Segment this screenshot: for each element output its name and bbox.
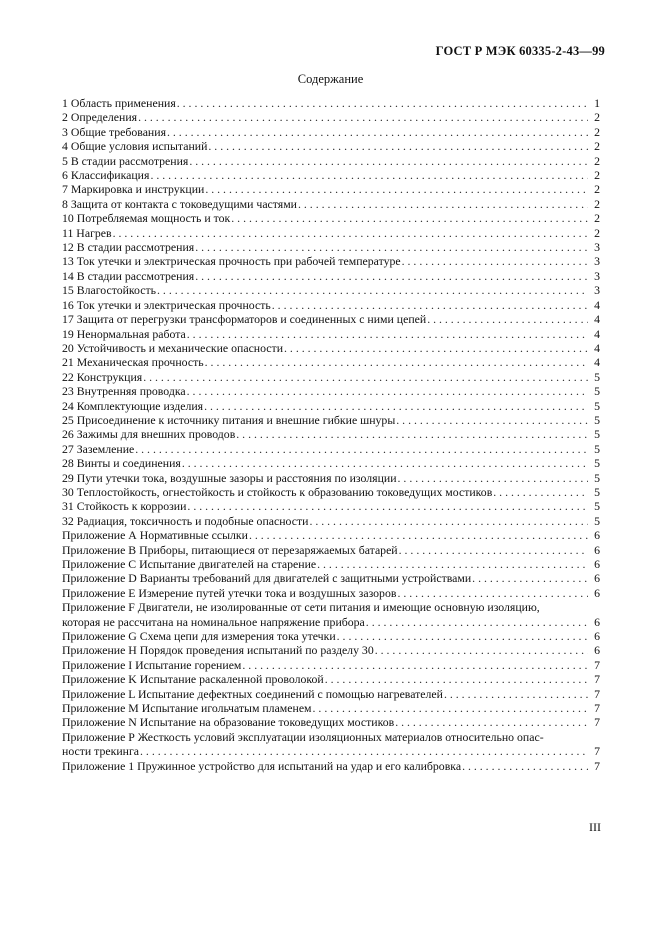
dot-leader: [395, 715, 588, 729]
toc-entry: [62, 269, 600, 283]
dot-leader: [138, 110, 588, 124]
dot-leader: [399, 543, 588, 557]
toc-entry-label: 32 Радиация, токсичность и подобные опасности: [62, 513, 309, 528]
toc-entry: [62, 658, 600, 672]
dot-leader: [249, 528, 588, 542]
toc-entry-page: 2: [594, 110, 600, 125]
toc-entry-page: 7: [594, 715, 600, 730]
dot-leader: [427, 312, 588, 326]
dot-leader: [444, 687, 588, 701]
document-header: ГОСТ Р МЭК 60335-2-43—99: [435, 44, 605, 58]
toc-entry-page: 5: [594, 412, 600, 427]
toc-entry-page: 2: [594, 153, 600, 168]
dot-leader: [113, 226, 588, 240]
toc-entry-page: 5: [594, 456, 600, 471]
toc-entry-label: Приложение K Испытание раскаленной проволокой: [62, 672, 324, 687]
toc-entry: [62, 672, 600, 686]
toc-entry-page: 7: [594, 657, 600, 672]
toc-entry-page: 2: [594, 225, 600, 240]
toc-entry-label-continued: которая не рассчитана на номинальное напряжение прибора: [62, 614, 365, 629]
dot-leader: [398, 471, 588, 485]
toc-entry: [62, 96, 600, 110]
toc-entry-page: 1: [594, 96, 600, 110]
toc-entry-page: 6: [594, 629, 600, 644]
toc-entry-page: 5: [594, 470, 600, 485]
toc-entry-page: 6: [594, 542, 600, 557]
dot-leader: [298, 197, 588, 211]
dot-leader: [205, 355, 588, 369]
dot-leader: [313, 701, 588, 715]
toc-entry: [62, 514, 600, 528]
dot-leader: [167, 125, 588, 139]
toc-entry-page: 3: [594, 254, 600, 269]
toc-entry-label: 21 Механическая прочность: [62, 355, 204, 370]
toc-entry-page: 3: [594, 268, 600, 283]
toc-entry-label: Приложение I Испытание горением: [62, 657, 242, 672]
toc-entry-label: 27 Заземление: [62, 441, 135, 456]
toc-entry: [62, 327, 600, 341]
toc-entry-label: 11 Нагрев: [62, 225, 112, 240]
dot-leader: [150, 168, 588, 182]
toc-entry: [62, 586, 600, 600]
toc-entry-label: 17 Защита от перегрузки трансформаторов и соединенных с ними цепей: [62, 312, 427, 327]
dot-leader: [472, 571, 588, 585]
toc-entry: [62, 240, 600, 254]
page-number: III: [589, 820, 601, 834]
toc-entry-label: Приложение N Испытание на образование токоведущих мостиков: [62, 715, 395, 730]
toc-entry-label: Приложение А Нормативные ссылки: [62, 528, 248, 543]
toc-entry-label: Приложение G Схема цепи для измерения тока утечки: [62, 629, 336, 644]
dot-leader: [242, 658, 588, 672]
toc-entry-label: Приложение Р Жесткость условий эксплуатации изоляционных материалов относительно опас-: [62, 729, 544, 744]
toc-entry-label: 3 Общие требования: [62, 124, 166, 139]
dot-leader: [309, 514, 588, 528]
toc-entry-page: 5: [594, 384, 600, 399]
toc-entry-label: 1 Область применения: [62, 96, 176, 110]
toc-entry-page: 5: [594, 484, 600, 499]
table-of-contents: [62, 96, 600, 773]
toc-entry-page: 4: [594, 355, 600, 370]
toc-entry-page: 6: [594, 528, 600, 543]
toc-entry: [62, 254, 600, 268]
dot-leader: [325, 672, 588, 686]
toc-entry-page: 2: [594, 196, 600, 211]
dot-leader: [231, 211, 588, 225]
toc-entry: [62, 485, 600, 499]
dot-leader: [182, 456, 588, 470]
toc-entry-label: 7 Маркировка и инструкции: [62, 182, 205, 197]
toc-entry: [62, 427, 600, 441]
toc-entry-page: 4: [594, 312, 600, 327]
toc-entry-page: 2: [594, 124, 600, 139]
dot-leader: [195, 269, 588, 283]
dot-leader: [187, 499, 588, 513]
toc-entry: [62, 384, 600, 398]
toc-entry-label: Приложение L Испытание дефектных соединений с помощью нагревателей: [62, 686, 443, 701]
toc-entry: [62, 125, 600, 139]
toc-entry-label: 6 Классификация: [62, 168, 150, 183]
toc-entry-page: 3: [594, 240, 600, 255]
dot-leader: [205, 182, 588, 196]
toc-entry: [62, 413, 600, 427]
dot-leader: [402, 254, 588, 268]
dot-leader: [366, 615, 588, 629]
toc-entry: [62, 499, 600, 513]
toc-entry-page: 4: [594, 297, 600, 312]
toc-entry-page: 5: [594, 513, 600, 528]
toc-entry-label: 28 Винты и соединения: [62, 456, 181, 471]
page-title: Содержание: [297, 72, 364, 86]
toc-entry-label: 10 Потребляемая мощность и ток: [62, 211, 231, 226]
toc-entry: [62, 298, 600, 312]
toc-entry-label: Приложение D Варианты требований для двигателей с защитными устройствами: [62, 571, 472, 586]
toc-entry-label: Приложение В Приборы, питающиеся от перезаряжаемых батарей: [62, 542, 398, 557]
toc-entry: [62, 715, 600, 729]
toc-entry-label: Приложение С Испытание двигателей на старение: [62, 557, 317, 571]
toc-entry-label: 15 Влагостойкость: [62, 283, 157, 298]
toc-entry: [62, 571, 600, 585]
toc-entry: [62, 168, 600, 182]
toc-entry-label: 4 Общие условия испытаний: [62, 139, 208, 154]
toc-entry-page: 5: [594, 427, 600, 442]
dot-leader: [284, 341, 588, 355]
dot-leader: [177, 96, 588, 110]
toc-entry-label: 13 Ток утечки и электрическая прочность при рабочей температуре: [62, 254, 401, 269]
dot-leader: [143, 370, 588, 384]
toc-entry: [62, 355, 600, 369]
toc-entry-label: 26 Зажимы для внешних проводов: [62, 427, 236, 442]
toc-entry: [62, 182, 600, 196]
toc-entry: [62, 197, 600, 211]
toc-entry: [62, 283, 600, 297]
toc-entry-label: 25 Присоединение к источнику питания и внешние гибкие шнуры: [62, 412, 396, 427]
toc-entry-page: 7: [594, 672, 600, 687]
toc-entry-page: 6: [594, 585, 600, 600]
toc-entry-page: 2: [594, 168, 600, 183]
toc-entry: [62, 528, 600, 542]
toc-entry: [62, 370, 600, 384]
dot-leader: [187, 384, 588, 398]
toc-entry: [62, 211, 600, 225]
dot-leader: [236, 427, 588, 441]
toc-entry-page: 5: [594, 369, 600, 384]
toc-entry: [62, 442, 600, 456]
dot-leader: [317, 557, 588, 571]
toc-entry: [62, 557, 600, 571]
toc-entry-label: 19 Ненормальная работа: [62, 326, 186, 341]
toc-entry-label: Приложение F Двигатели, не изолированные от сети питания и имеющие основную изоляцию,: [62, 600, 540, 615]
toc-entry: [62, 399, 600, 413]
toc-entry: [62, 154, 600, 168]
toc-entry-page: 6: [594, 571, 600, 586]
toc-entry-label: Приложение 1 Пружинное устройство для испытаний на удар и его калибровка: [62, 758, 462, 773]
toc-entry: [62, 226, 600, 240]
dot-leader: [397, 586, 588, 600]
toc-entry-label: 8 Защита от контакта с токоведущими частями: [62, 196, 297, 211]
dot-leader: [375, 643, 588, 657]
toc-entry-label: 23 Внутренняя проводка: [62, 384, 186, 399]
toc-entry: [62, 629, 600, 643]
toc-entry-label: 16 Ток утечки и электрическая прочность: [62, 297, 271, 312]
toc-entry-label: 14 В стадии рассмотрения: [62, 268, 195, 283]
toc-entry-page: 4: [594, 326, 600, 341]
toc-entry-page: 7: [594, 758, 600, 773]
dot-leader: [462, 759, 588, 773]
toc-entry-page: 4: [594, 340, 600, 355]
dot-leader: [204, 399, 588, 413]
toc-entry-page: 5: [594, 499, 600, 514]
toc-entry: [62, 543, 600, 557]
toc-entry-page: 2: [594, 182, 600, 197]
dot-leader: [157, 283, 588, 297]
toc-entry-label: Приложение Н Порядок проведения испытаний по разделу 30: [62, 643, 374, 658]
toc-entry-label: 30 Теплостойкость, огнестойкость и стойкость к образованию токоведущих мостиков: [62, 484, 493, 499]
dot-leader: [208, 139, 588, 153]
toc-entry-page: 6: [594, 557, 600, 571]
toc-entry-page: 7: [594, 744, 600, 759]
dot-leader: [493, 485, 588, 499]
toc-entry-label: Приложение Е Измерение путей утечки тока и воздушных зазоров: [62, 585, 397, 600]
dot-leader: [187, 327, 588, 341]
dot-leader: [135, 442, 588, 456]
dot-leader: [195, 240, 588, 254]
toc-entry-page: 5: [594, 441, 600, 456]
dot-leader: [396, 413, 588, 427]
toc-entry: [62, 471, 600, 485]
toc-entry-page: 7: [594, 686, 600, 701]
toc-entry: [62, 600, 600, 629]
dot-leader: [272, 298, 588, 312]
toc-entry: [62, 456, 600, 470]
toc-entry-page: 7: [594, 701, 600, 716]
toc-entry-label: 22 Конструкция: [62, 369, 143, 384]
toc-entry-page: 3: [594, 283, 600, 298]
toc-entry-label: 29 Пути утечки тока, воздушные зазоры и расстояния по изоляции: [62, 470, 397, 485]
toc-entry-label: 5 В стадии рассмотрения: [62, 153, 189, 168]
dot-leader: [189, 154, 588, 168]
toc-entry-label-continued: ности трекинга: [62, 744, 140, 759]
dot-leader: [337, 629, 588, 643]
toc-entry: [62, 643, 600, 657]
toc-entry-page: 5: [594, 398, 600, 413]
toc-entry: [62, 730, 600, 759]
toc-entry-label: 31 Стойкость к коррозии: [62, 499, 187, 514]
toc-entry-label: Приложение М Испытание игольчатым пламенем: [62, 701, 312, 716]
toc-entry-label: 12 В стадии рассмотрения: [62, 240, 195, 255]
toc-entry: [62, 759, 600, 773]
toc-entry-page: 6: [594, 614, 600, 629]
toc-entry-label: 24 Комплектующие изделия: [62, 398, 204, 413]
toc-entry: [62, 139, 600, 153]
toc-entry-page: 2: [594, 211, 600, 226]
toc-entry: [62, 687, 600, 701]
toc-entry-label: 20 Устойчивость и механические опасности: [62, 340, 284, 355]
toc-entry: [62, 701, 600, 715]
toc-entry-page: 6: [594, 643, 600, 658]
dot-leader: [140, 744, 588, 758]
toc-entry: [62, 110, 600, 124]
toc-entry-page: 2: [594, 139, 600, 154]
toc-entry-label: 2 Определения: [62, 110, 138, 125]
toc-entry: [62, 341, 600, 355]
toc-entry: [62, 312, 600, 326]
